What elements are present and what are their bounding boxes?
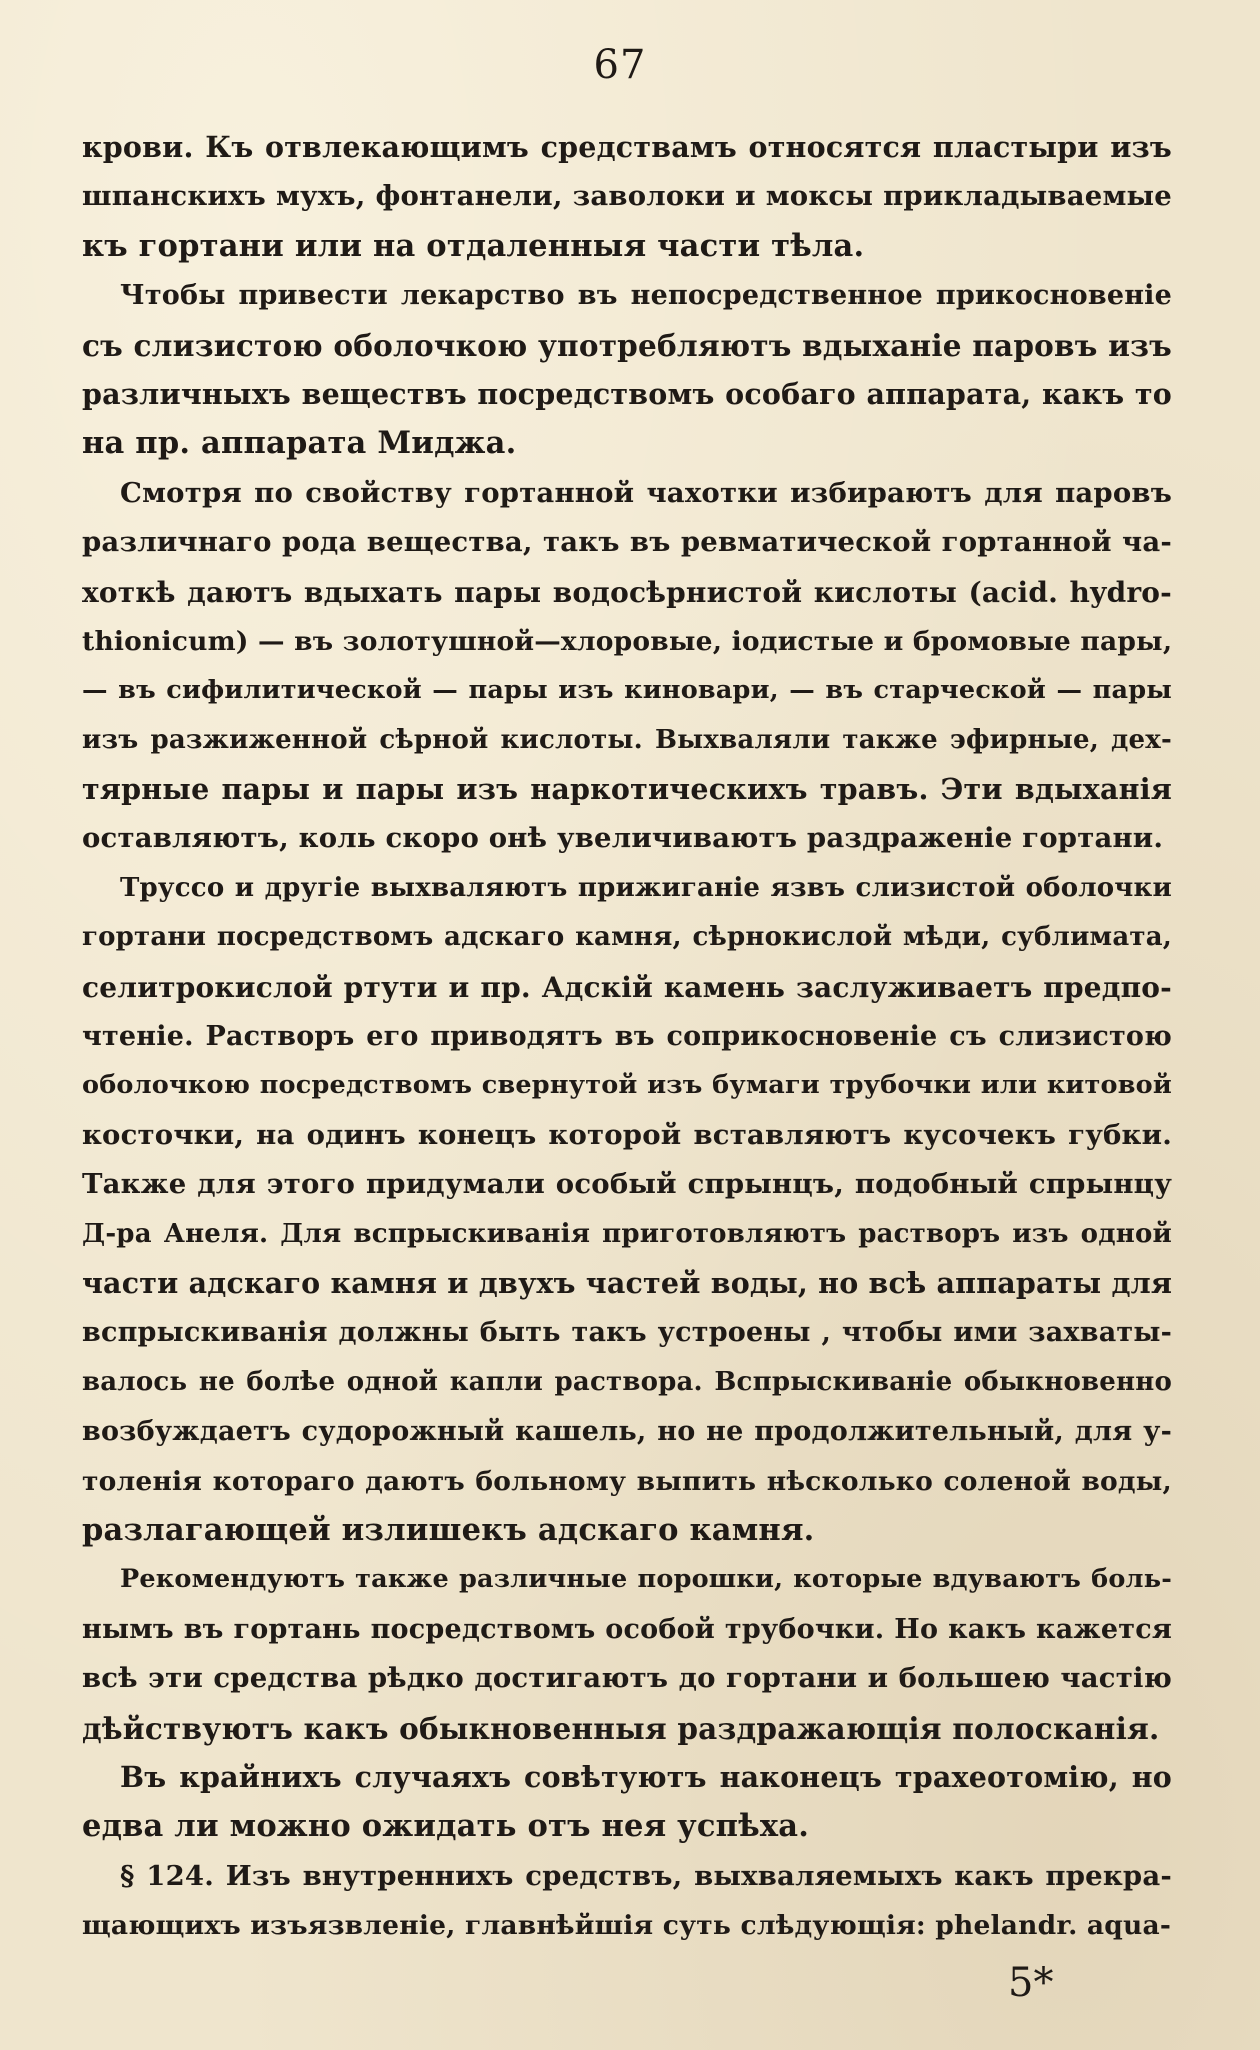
paragraph — [82, 1555, 1172, 1753]
text-line: Въ крайнихъ случаяхъ совѣтуютъ наконецъ трахеотомію, но — [120, 1759, 1172, 1794]
text-line: Также для этого придумали особый спрынцъ, подобный спрынцу — [82, 1168, 1172, 1201]
text-line: къ гортани или на отдаленныя части тѣла. — [82, 227, 865, 264]
paragraph — [82, 123, 1172, 271]
text-line: валось не болѣе одной капли раствора. Вспрыскиваніе обыкновенно — [82, 1366, 1172, 1397]
text-line: Д-ра Анеля. Для вспрыскиванія приготовляютъ растворъ изъ одной — [82, 1218, 1172, 1249]
text-line: Чтобы привести лекарство въ непосредственное прикосновеніе — [120, 280, 1172, 312]
text-line: косточки, на одинъ конецъ которой вставляютъ кусочекъ губки. — [82, 1118, 1172, 1151]
text-line: на пр. аппарата Миджа. — [82, 425, 517, 462]
text-line: Смотря по свойству гортанной чахотки избираютъ для паровъ — [120, 476, 1172, 509]
signature-mark: 5* — [1008, 1960, 1054, 2006]
text-line: селитрокислой ртути и пр. Адскій камень заслуживаетъ предпо- — [82, 970, 1172, 1004]
text-line: различнаго рода вещества, такъ въ ревматической гортанной ча- — [82, 526, 1172, 559]
text-line: оставляютъ, коль скоро онѣ увеличиваютъ раздраженіе гортани. — [82, 822, 1164, 855]
body-text — [82, 123, 1172, 1950]
text-line: § 124. Изъ внутреннихъ средствъ, выхваляемыхъ какъ прекра- — [120, 1859, 1172, 1892]
text-line: всѣ эти средства рѣдко достигаютъ до гортани и большею частію — [82, 1662, 1172, 1695]
text-line: толенія котораго даютъ больному выпить нѣсколько соленой воды, — [82, 1465, 1172, 1497]
text-line: хоткѣ даютъ вдыхать пары водосѣрнистой кислоты (acid. hydro- — [82, 575, 1172, 609]
text-line: щающихъ изъязвленіе, главнѣйшія суть слѣдующія: phelandr. aqua- — [82, 1910, 1172, 1942]
paragraph — [82, 1753, 1172, 1852]
text-line: крови. Къ отвлекающимъ средствамъ относятся пластыри изъ — [82, 130, 1172, 164]
text-line: чтеніе. Растворъ его приводятъ въ соприкосновеніе съ слизистою — [82, 1021, 1172, 1053]
text-line: вспрыскиванія должны быть такъ устроены , чтобы ими захваты- — [82, 1317, 1172, 1349]
text-line: thionicum) — въ золотушной—хлоровые, іодистые и бромовые пары, — [82, 625, 1173, 657]
page-number: 67 — [593, 42, 647, 88]
text-line: нымъ въ гортань посредствомъ особой трубочки. Но какъ кажется — [82, 1613, 1172, 1645]
text-line: съ слизистою оболочкою употребляютъ вдыханіе паровъ изъ — [82, 327, 1172, 363]
text-line: — въ сифилитической — пары изъ киновари, — въ старческой — пары — [82, 675, 1172, 706]
paragraph — [82, 864, 1172, 1555]
text-line: возбуждаетъ судорожный кашель, но не продолжительный, для у- — [82, 1416, 1172, 1448]
text-line: шпанскихъ мухъ, фонтанели, заволоки и моксы прикладываемые — [82, 180, 1172, 213]
paragraph — [82, 271, 1172, 469]
text-line: изъ разжиженной сѣрной кислоты. Выхваляли также эфирные, дех- — [82, 724, 1172, 755]
text-line: части адскаго камня и двухъ частей воды, но всѣ аппараты для — [82, 1265, 1173, 1300]
text-line: гортани посредствомъ адскаго камня, сѣрнокислой мѣди, сублимата, — [82, 922, 1172, 953]
text-line: едва ли можно ожидать отъ нея успѣха. — [82, 1808, 810, 1845]
paragraph — [82, 469, 1172, 864]
text-line: Рекомендуютъ также различные порошки, которые вдуваютъ боль- — [120, 1564, 1172, 1595]
text-line: различныхъ веществъ посредствомъ особаго аппарата, какъ то — [82, 376, 1172, 411]
text-line: Труссо и другіе выхваляютъ прижиганіе язвъ слизистой оболочки — [120, 872, 1172, 903]
paragraph — [82, 1852, 1172, 1951]
text-line: дѣйствуютъ какъ обыкновенныя раздражающія полосканія. — [82, 1710, 1160, 1746]
text-line: разлагающей излишекъ адскаго камня. — [82, 1511, 815, 1548]
text-line: тярные пары и пары изъ наркотическихъ травъ. Эти вдыханія — [82, 772, 1172, 807]
text-line: оболочкою посредствомъ свернутой изъ бумаги трубочки или китовой — [82, 1070, 1172, 1101]
